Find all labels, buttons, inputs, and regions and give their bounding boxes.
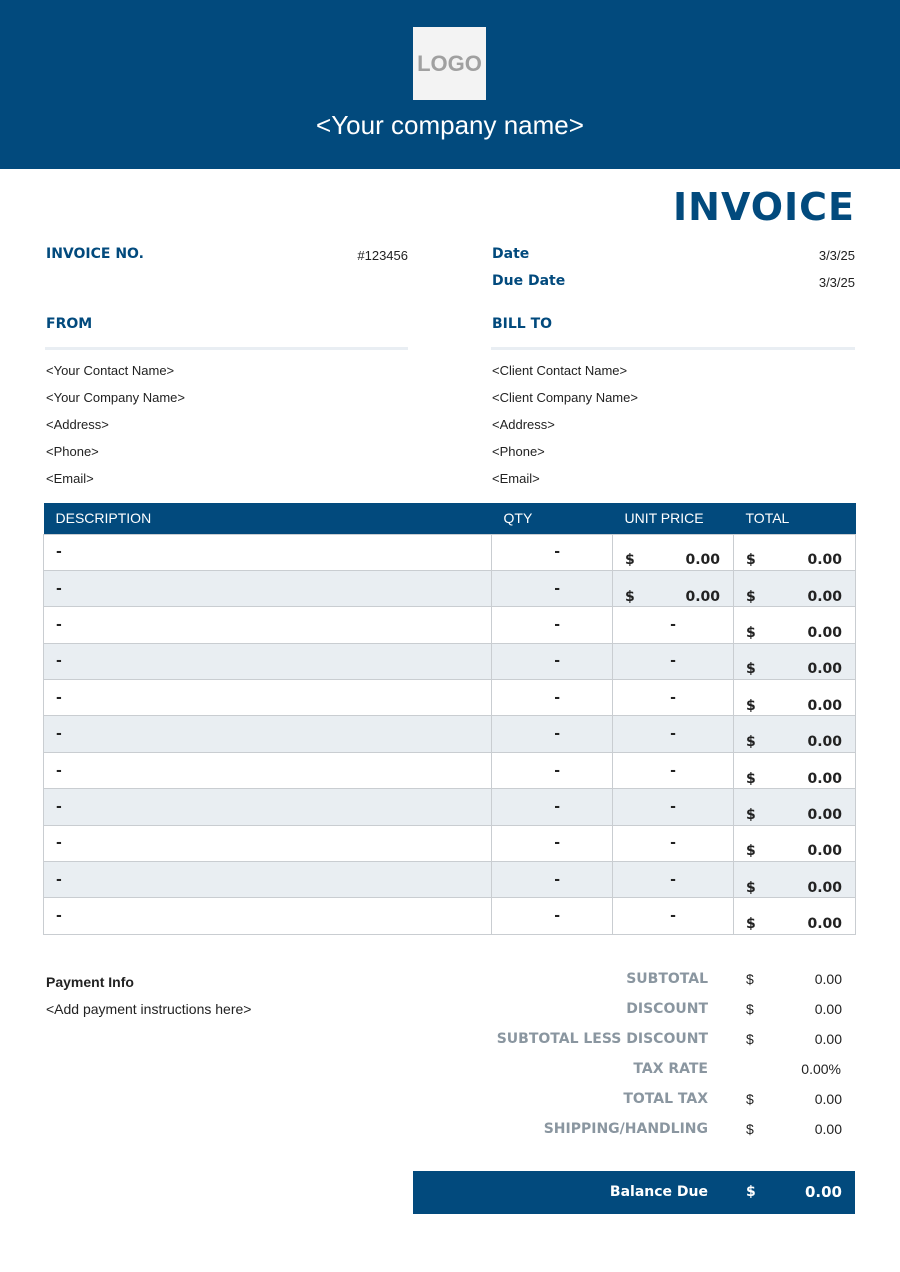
qty-cell[interactable]: - <box>492 534 613 570</box>
discount-currency: $ <box>746 1001 754 1017</box>
invoice-date[interactable]: 3/3/25 <box>818 248 855 263</box>
from-email[interactable]: <Email> <box>46 471 94 486</box>
bill-to-address[interactable]: <Address> <box>492 417 555 432</box>
total-currency: $ <box>746 552 756 569</box>
description-cell[interactable]: - <box>44 862 492 898</box>
total-currency: $ <box>746 734 756 751</box>
discount-label: DISCOUNT <box>626 1001 708 1017</box>
description-cell[interactable]: - <box>44 898 492 934</box>
description-cell[interactable]: - <box>44 752 492 788</box>
total-currency: $ <box>746 697 756 714</box>
unit-price-value: - <box>670 653 676 670</box>
unit-price-cell[interactable] <box>613 752 734 788</box>
description-cell[interactable]: - <box>44 716 492 752</box>
bill-to-divider <box>491 347 855 350</box>
total-cell <box>734 825 856 861</box>
bill-to-phone[interactable]: <Phone> <box>492 444 545 459</box>
subtotal-less-discount-label: SUBTOTAL LESS DISCOUNT <box>496 1031 708 1047</box>
total-value: 0.00 <box>807 843 842 860</box>
discount-value[interactable]: 0.00 <box>814 1001 842 1017</box>
column-header-unit-price: UNIT PRICE <box>613 503 734 534</box>
subtotal-less-discount-currency: $ <box>746 1031 754 1047</box>
payment-info-title: Payment Info <box>46 974 134 990</box>
shipping-handling-label: SHIPPING/HANDLING <box>543 1121 708 1137</box>
total-tax-currency: $ <box>746 1091 754 1107</box>
shipping-handling-currency: $ <box>746 1121 754 1137</box>
description-cell[interactable]: - <box>44 680 492 716</box>
description-cell[interactable]: - <box>44 643 492 679</box>
total-currency: $ <box>746 770 756 787</box>
description-cell[interactable]: - <box>44 825 492 861</box>
table-row <box>44 752 856 788</box>
logo-placeholder[interactable]: LOGO <box>413 27 486 100</box>
total-value: 0.00 <box>807 697 842 714</box>
total-currency: $ <box>746 661 756 678</box>
description-cell[interactable]: - <box>44 789 492 825</box>
balance-due-bar <box>413 1171 855 1214</box>
unit-price-value: - <box>670 871 676 888</box>
total-value: 0.00 <box>807 770 842 787</box>
total-cell <box>734 752 856 788</box>
table-row <box>44 789 856 825</box>
from-label: FROM <box>46 316 93 332</box>
total-currency: $ <box>746 624 756 641</box>
qty-cell[interactable]: - <box>492 825 613 861</box>
document-title: INVOICE <box>673 185 855 229</box>
balance-due-label: Balance Due <box>609 1184 708 1200</box>
header-banner <box>0 0 900 169</box>
qty-cell[interactable]: - <box>492 716 613 752</box>
column-header-total: TOTAL <box>734 503 856 534</box>
company-name[interactable]: <Your company name> <box>316 110 584 140</box>
total-value: 0.00 <box>807 734 842 751</box>
table-header-row <box>44 503 856 534</box>
invoice-number[interactable]: #123456 <box>357 248 408 263</box>
from-address[interactable]: <Address> <box>46 417 109 432</box>
qty-cell[interactable]: - <box>492 752 613 788</box>
subtotal-currency: $ <box>746 971 754 987</box>
total-value: 0.00 <box>807 552 842 569</box>
total-value: 0.00 <box>807 624 842 641</box>
unit-price-value: - <box>670 908 676 925</box>
balance-due-value: 0.00 <box>804 1183 842 1201</box>
total-cell <box>734 607 856 643</box>
qty-cell[interactable]: - <box>492 862 613 898</box>
unit-price-value: 0.00 <box>685 588 720 605</box>
unit-price-cell[interactable] <box>613 825 734 861</box>
total-cell <box>734 570 856 606</box>
total-cell <box>734 680 856 716</box>
unit-price-cell[interactable] <box>613 534 734 570</box>
unit-price-cell[interactable] <box>613 898 734 934</box>
total-currency: $ <box>746 879 756 896</box>
total-cell <box>734 862 856 898</box>
description-cell[interactable]: - <box>44 570 492 606</box>
table-row <box>44 607 856 643</box>
total-cell <box>734 534 856 570</box>
unit-price-cell[interactable] <box>613 643 734 679</box>
unit-price-currency: $ <box>625 552 635 569</box>
total-tax-label: TOTAL TAX <box>623 1091 708 1107</box>
balance-due-currency: $ <box>746 1184 756 1200</box>
qty-cell[interactable]: - <box>492 898 613 934</box>
unit-price-cell[interactable] <box>613 680 734 716</box>
total-cell <box>734 898 856 934</box>
due-date[interactable]: 3/3/25 <box>818 275 855 290</box>
unit-price-currency: $ <box>625 588 635 605</box>
subtotal-value[interactable]: 0.00 <box>814 971 842 987</box>
total-value: 0.00 <box>807 879 842 896</box>
total-value: 0.00 <box>807 661 842 678</box>
from-company-name[interactable]: <Your Company Name> <box>46 390 185 405</box>
unit-price-value: - <box>670 689 676 706</box>
total-cell <box>734 643 856 679</box>
total-value: 0.00 <box>807 916 842 933</box>
table-row <box>44 570 856 606</box>
unit-price-value: - <box>670 726 676 743</box>
total-value: 0.00 <box>807 806 842 823</box>
tax-rate-value[interactable]: 0.00% <box>801 1061 841 1077</box>
summary-row-subtotal-less-discount <box>413 1031 855 1055</box>
subtotal-label: SUBTOTAL <box>626 971 708 987</box>
unit-price-cell[interactable] <box>613 789 734 825</box>
total-currency: $ <box>746 843 756 860</box>
from-contact-name[interactable]: <Your Contact Name> <box>46 363 175 378</box>
from-divider <box>45 347 408 350</box>
table-row <box>44 534 856 570</box>
total-cell <box>734 789 856 825</box>
total-tax-value[interactable]: 0.00 <box>814 1091 842 1107</box>
qty-cell[interactable]: - <box>492 789 613 825</box>
qty-cell[interactable]: - <box>492 607 613 643</box>
unit-price-value: - <box>670 835 676 852</box>
summary-row-tax-rate <box>413 1061 855 1085</box>
bill-to-company-name[interactable]: <Client Company Name> <box>492 390 638 405</box>
total-currency: $ <box>746 588 756 605</box>
total-cell <box>734 716 856 752</box>
table-row <box>44 825 856 861</box>
shipping-handling-value[interactable]: 0.00 <box>814 1121 842 1137</box>
qty-cell[interactable]: - <box>492 680 613 716</box>
table-row <box>44 898 856 934</box>
unit-price-cell[interactable] <box>613 607 734 643</box>
total-value: 0.00 <box>807 588 842 605</box>
qty-cell[interactable]: - <box>492 570 613 606</box>
invoice-number-label: INVOICE NO. <box>46 246 144 262</box>
unit-price-value: - <box>670 762 676 779</box>
summary-row-discount <box>413 1001 855 1025</box>
table-row <box>44 862 856 898</box>
unit-price-value: 0.00 <box>685 552 720 569</box>
description-cell[interactable]: - <box>44 607 492 643</box>
column-header-description: DESCRIPTION <box>44 503 492 534</box>
date-label: Date <box>492 246 530 262</box>
payment-instructions[interactable]: <Add payment instructions here> <box>46 1001 252 1017</box>
total-currency: $ <box>746 806 756 823</box>
unit-price-value: - <box>670 616 676 633</box>
line-items-table <box>43 503 856 935</box>
column-header-qty: QTY <box>492 503 613 534</box>
bill-to-label: BILL TO <box>492 316 553 332</box>
bill-to-email[interactable]: <Email> <box>492 471 540 486</box>
from-phone[interactable]: <Phone> <box>46 444 99 459</box>
summary-row-shipping-handling <box>413 1121 855 1145</box>
tax-rate-label: TAX RATE <box>633 1061 708 1077</box>
table-body <box>44 534 856 934</box>
due-date-label: Due Date <box>492 273 566 289</box>
total-currency: $ <box>746 916 756 933</box>
subtotal-less-discount-value[interactable]: 0.00 <box>814 1031 842 1047</box>
bill-to-contact-name[interactable]: <Client Contact Name> <box>492 363 628 378</box>
unit-price-value: - <box>670 798 676 815</box>
table-row <box>44 680 856 716</box>
unit-price-cell[interactable] <box>613 716 734 752</box>
unit-price-cell[interactable] <box>613 570 734 606</box>
description-cell[interactable]: - <box>44 534 492 570</box>
qty-cell[interactable]: - <box>492 643 613 679</box>
table-row <box>44 643 856 679</box>
unit-price-cell[interactable] <box>613 862 734 898</box>
table-row <box>44 716 856 752</box>
summary-row-total-tax <box>413 1091 855 1115</box>
summary-row-subtotal <box>413 971 855 995</box>
